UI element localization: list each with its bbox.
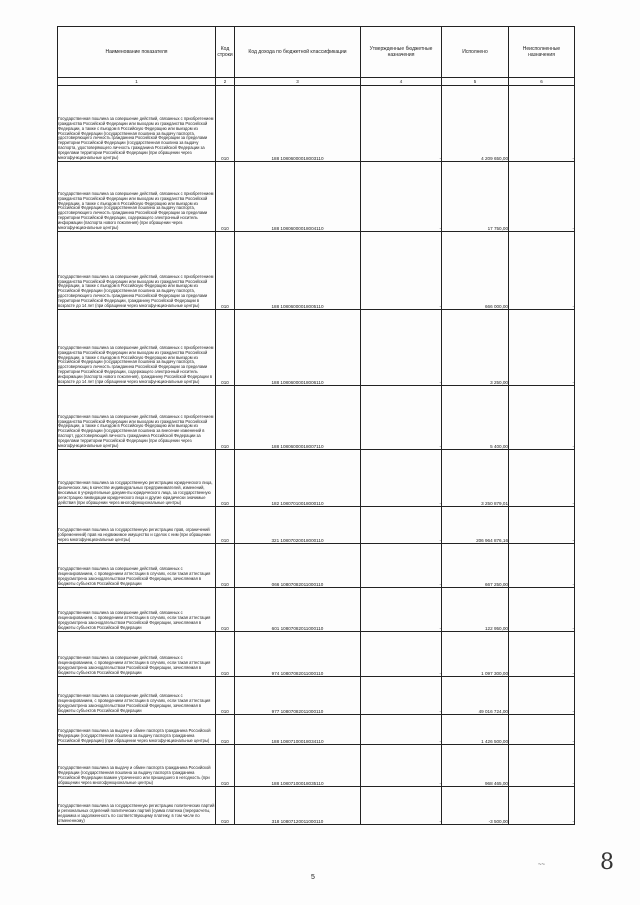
row-unexecuted: - (509, 86, 575, 162)
page-number: 5 (311, 874, 315, 881)
row-kbk: 977 10807082011000110 (235, 677, 361, 715)
table-row (58, 450, 575, 507)
revenue-table (57, 26, 575, 825)
row-executed: 3 250 879,01 (442, 450, 509, 507)
row-name: Государственная пошлина за совершение действий, связанных с приобретением гражданства Российской Федерации или выходом из гражданства Российской Федерации, а также с въездом в Российскую Федерацию или выездом из Российской Федерации (государственная пошлина за внесение изменений в паспорт, удостоверяющий личность гражданина Российской Федерации за пределами территории Российской Федерации (при обращении через многофункциональные центры) (58, 386, 216, 450)
table-header-row (58, 27, 575, 78)
header-code: Код строки (216, 27, 235, 78)
row-name: Государственная пошлина за совершение действий, связанных с приобретением гражданства Российской Федерации или выходом из гражданства Российской Федерации, а также с въездом в Российскую Федерацию или выездом из Российской Федерации (государственная пошлина за выдачу паспорта, удостоверяющего личность гражданина Российской Федерации за пределами территории Российской Федерации, содержащего электронный носитель информации (паспорта нового поколения) (при обращении через многофункциональные центры) (58, 162, 216, 232)
row-approved: - (361, 677, 442, 715)
row-approved: - (361, 632, 442, 677)
row-kbk: 188 10807100018035110 (235, 745, 361, 787)
header-unexecuted: Неисполненные назначения (509, 27, 575, 78)
table-row (58, 162, 575, 232)
row-unexecuted: - (509, 310, 575, 386)
row-executed: -3 500,00 (442, 787, 509, 825)
row-code: 010 (216, 745, 235, 787)
row-kbk: 188 10806000018004110 (235, 162, 361, 232)
row-approved: - (361, 507, 442, 544)
row-executed: 5 400,00 (442, 386, 509, 450)
row-name: Государственная пошлина за государственную регистрацию прав, ограничений (обременений) прав на недвижимое имущество и сделок с ним (при обращении через многофункциональные центры) (58, 507, 216, 544)
row-code: 010 (216, 677, 235, 715)
row-name: Государственная пошлина за совершение действий, связанных с лицензированием, с проведением аттестации в случаях, если такая аттестация предусмотрена законодательством Российской Федерации, зачисляемая в бюджеты субъектов Российской Федерации (58, 544, 216, 588)
row-unexecuted: - (509, 507, 575, 544)
header-name: Наименование показателя (58, 27, 216, 78)
row-unexecuted: - (509, 787, 575, 825)
row-kbk: 321 10807020018000110 (235, 507, 361, 544)
table-row (58, 232, 575, 310)
row-executed: 1 426 500,00 (442, 715, 509, 745)
row-code: 010 (216, 787, 235, 825)
row-approved: - (361, 588, 442, 632)
row-name: Государственная пошлина за государственную регистрацию юридического лица, физических лиц в качестве индивидуальных предпринимателей, изменений, вносимых в учредительные документы юридического лица, за государственную регистрацию ликвидации юридического лица и другие юридически значимые действия (при обращении через многофункциональные центры) (58, 450, 216, 507)
table-row (58, 386, 575, 450)
row-unexecuted: - (509, 745, 575, 787)
col-number: 4 (361, 78, 442, 86)
header-executed: Исполнено (442, 27, 509, 78)
col-number: 3 (235, 78, 361, 86)
row-executed: 17 750,00 (442, 162, 509, 232)
row-name: Государственная пошлина за выдачу и обмен паспорта гражданина Российской Федерации (государственная пошлина за выдачу паспорта гражданина Российской Федерации взамен утраченного или пришедшего в негодность (при обращении через многофункциональные центры) (58, 745, 216, 787)
row-name: Государственная пошлина за государственную регистрацию политических партий и региональных отделений политических партий (сумма платежа (перерасчеты, недоимка и задолженность по соответствующему платежу, в том числе по отмененному) (58, 787, 216, 825)
row-code: 010 (216, 232, 235, 310)
row-name: Государственная пошлина за совершение действий, связанных с лицензированием, с проведением аттестации в случаях, если такая аттестация предусмотрена законодательством Российской Федерации, зачисляемая в бюджеты субъектов Российской Федерации (58, 677, 216, 715)
row-executed: 206 964 876,16 (442, 507, 509, 544)
table-row (58, 745, 575, 787)
table-row (58, 310, 575, 386)
row-name: Государственная пошлина за совершение действий, связанных с приобретением гражданства Российской Федерации или выходом из гражданства Российской Федерации, а также с въездом в Российскую Федерацию или выездом из Российской Федерации (государственная пошлина за выдачу паспорта, удостоверяющего личность гражданина Российской Федерации за пределами территории Российской Федерации, гражданину Российской Федерации в возрасте до 14 лет (при обращении через многофункциональные центры) (58, 232, 216, 310)
row-unexecuted: - (509, 544, 575, 588)
row-code: 010 (216, 162, 235, 232)
row-approved: - (361, 386, 442, 450)
row-code: 010 (216, 450, 235, 507)
row-approved: - (361, 745, 442, 787)
row-code: 010 (216, 715, 235, 745)
row-executed: 1 097 300,00 (442, 632, 509, 677)
row-code: 010 (216, 310, 235, 386)
row-approved: - (361, 450, 442, 507)
row-kbk: 318 10807120011000110 (235, 787, 361, 825)
row-unexecuted: - (509, 715, 575, 745)
row-executed: 968 465,00 (442, 745, 509, 787)
header-kbk: Код дохода по бюджетной классификации (235, 27, 361, 78)
row-approved: - (361, 787, 442, 825)
row-name: Государственная пошлина за совершение действий, связанных с приобретением гражданства Российской Федерации или выходом из гражданства Российской Федерации, а также с въездом в Российскую Федерацию или выездом из Российской Федерации (государственная пошлина за выдачу паспорта, удостоверяющего личность гражданина Российской Федерации за пределами территории Российской Федерации (государственная пошлина за выдачу паспорта, удостоверяющего личность гражданина Российской Федерации за пределами территории Российской Федерации (при обращении через многофункциональные центры) (58, 86, 216, 162)
header-approved: Утвержденные бюджетные назначения (361, 27, 442, 78)
row-kbk: 066 10807082011000110 (235, 544, 361, 588)
table-row (58, 787, 575, 825)
row-kbk: 188 10806000018007110 (235, 386, 361, 450)
col-number: 6 (509, 78, 575, 86)
handwritten-sheet-number: 8 (600, 850, 614, 875)
row-unexecuted: - (509, 677, 575, 715)
row-unexecuted: - (509, 386, 575, 450)
row-code: 010 (216, 544, 235, 588)
col-number: 2 (216, 78, 235, 86)
row-executed: 667 250,00 (442, 544, 509, 588)
row-name: Государственная пошлина за совершение действий, связанных с лицензированием, с проведением аттестации в случаях, если такая аттестация предусмотрена законодательством Российской Федерации, зачисляемая в бюджеты субъектов Российской Федерации (58, 632, 216, 677)
row-code: 010 (216, 632, 235, 677)
row-executed: 3 250,00 (442, 310, 509, 386)
row-kbk: 182 10807010018000110 (235, 450, 361, 507)
row-approved: - (361, 310, 442, 386)
col-number: 1 (58, 78, 216, 86)
row-code: 010 (216, 507, 235, 544)
margin-mark: ~~ (538, 862, 546, 868)
column-number-row (58, 78, 575, 86)
table-row (58, 544, 575, 588)
row-name: Государственная пошлина за совершение действий, связанных с приобретением гражданства Российской Федерации или выходом из гражданства Российской Федерации, а также с въездом в Российскую Федерацию или выездом из Российской Федерации (государственная пошлина за выдачу паспорта, удостоверяющего личность гражданина Российской Федерации за пределами территории Российской Федерации, содержащего электронный носитель информации (паспорта нового поколения), гражданину Российской Федерации в возрасте до 14 лет (при обращении через многофункциональные центры) (58, 310, 216, 386)
row-kbk: 188 10806000018006110 (235, 310, 361, 386)
row-approved: - (361, 232, 442, 310)
table-row (58, 507, 575, 544)
row-executed: 49 016 724,00 (442, 677, 509, 715)
row-name: Государственная пошлина за выдачу и обмен паспорта гражданина Российской Федерации (государственная пошлина за выдачу паспорта гражданина Российской Федерации) (при обращении через многофункциональные центры) (58, 715, 216, 745)
table-row (58, 86, 575, 162)
row-unexecuted: - (509, 632, 575, 677)
row-executed: 4 209 650,00 (442, 86, 509, 162)
table-row (58, 715, 575, 745)
row-unexecuted: - (509, 588, 575, 632)
row-kbk: 974 10807082011000110 (235, 632, 361, 677)
row-kbk: 188 10806000018003110 (235, 86, 361, 162)
row-approved: - (361, 162, 442, 232)
row-code: 010 (216, 588, 235, 632)
table-body (58, 86, 575, 825)
row-approved: - (361, 715, 442, 745)
row-approved: - (361, 544, 442, 588)
row-executed: 122 950,00 (442, 588, 509, 632)
row-kbk: 601 10807082011000110 (235, 588, 361, 632)
col-number: 5 (442, 78, 509, 86)
row-kbk: 188 10807100018034110 (235, 715, 361, 745)
row-unexecuted: - (509, 450, 575, 507)
row-unexecuted: - (509, 162, 575, 232)
table-row (58, 588, 575, 632)
row-unexecuted: - (509, 232, 575, 310)
row-code: 010 (216, 386, 235, 450)
table-row (58, 632, 575, 677)
row-kbk: 188 10806000018005110 (235, 232, 361, 310)
table-row (58, 677, 575, 715)
row-approved: - (361, 86, 442, 162)
row-code: 010 (216, 86, 235, 162)
row-name: Государственная пошлина за совершение действий, связанных с лицензированием, с проведением аттестации в случаях, если такая аттестация предусмотрена законодательством Российской Федерации, зачисляемая в бюджеты субъектов Российской Федерации (58, 588, 216, 632)
row-executed: 666 000,00 (442, 232, 509, 310)
